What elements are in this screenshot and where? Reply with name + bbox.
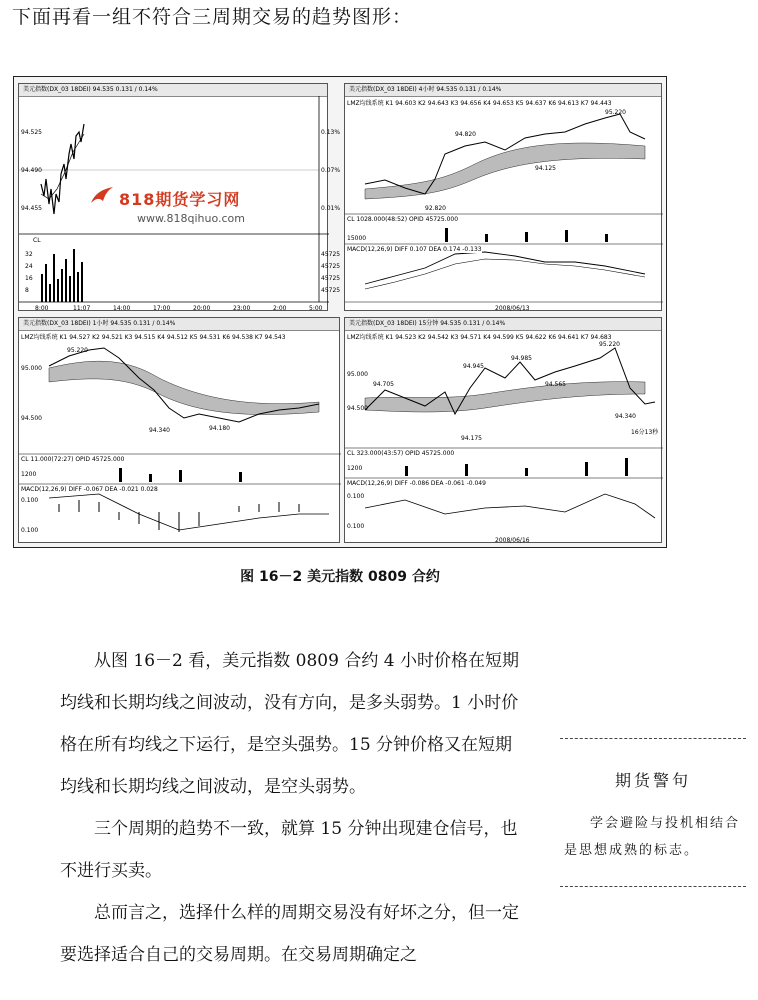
price-tick-1: 94.525 bbox=[21, 129, 42, 136]
annotation-high: 95.220 bbox=[67, 347, 88, 354]
date-label: 2008/06/13 bbox=[495, 305, 530, 312]
side-label: 16分13秒 bbox=[631, 429, 659, 436]
ma-readout: LMZ均线系统 K1 94.527 K2 94.521 K3 94.515 K4 94.512 K5 94.531 K6 94.538 K7 94.543 bbox=[21, 334, 286, 341]
paragraph-1: 从图 16－2 看，美元指数 0809 合约 4 小时价格在短期均线和长期均线之间波动，没有方向，是多头弱势。1 小时价格在所有均线之下运行，是空头强势。15 分钟价格又在短期均线和长期均线之间波动，是空头弱势。 bbox=[60, 651, 519, 797]
cl-tick: 15000 bbox=[347, 235, 367, 242]
price-tick-2: 94.500 bbox=[347, 405, 368, 412]
macd-signal-4h bbox=[365, 259, 645, 289]
panel-header: 美元指数(DX_03 18DEI) 4小时 94.535 0.131 / 0.14% bbox=[345, 84, 661, 97]
macd-line-4h bbox=[365, 252, 645, 284]
panel-header: 美元指数(DX_03 18DEI) 94.535 0.131 / 0.14% bbox=[19, 84, 327, 97]
vol-tick-2: 24 bbox=[25, 263, 33, 270]
body-text bbox=[60, 640, 522, 976]
time-tick-1: 8:00 bbox=[35, 305, 49, 312]
macd-tick-1: 0.100 bbox=[21, 497, 39, 504]
watermark bbox=[119, 187, 245, 225]
cl-readout: CL 11.000(72:27) OPID 45725.000 bbox=[21, 456, 125, 463]
watermark-title: 818期货学习网 bbox=[119, 190, 241, 209]
price-tick-2: 94.500 bbox=[21, 415, 42, 422]
cl-readout: CL 1028.000(48:52) OPID 45725.000 bbox=[347, 216, 459, 223]
cl-bars-4h bbox=[445, 228, 608, 242]
ma-band bbox=[49, 361, 319, 414]
annotation-high: 95.220 bbox=[599, 341, 620, 348]
macd-line-1h bbox=[49, 494, 329, 530]
4hour-chart-svg bbox=[345, 84, 663, 312]
cl-bars-15m bbox=[405, 458, 628, 476]
paragraph-3: 总而言之，选择什么样的周期交易没有好坏之分，但一定要选择适合自己的交易周期。在交易周期确定之 bbox=[60, 903, 519, 965]
annotation-low-1: 94.340 bbox=[149, 427, 170, 434]
panel-header: 美元指数(DX_03 18DEI) 1小时 94.535 0.131 / 0.14% bbox=[19, 318, 339, 331]
annotation-high: 95.220 bbox=[605, 109, 626, 116]
pct-tick-2: 0.07% bbox=[321, 167, 341, 174]
ma-band bbox=[365, 382, 645, 412]
sidebar-quote: 学会避险与投机相结合是思想成熟的标志。 bbox=[564, 816, 741, 858]
intraday-price-line bbox=[41, 124, 84, 214]
time-tick-6: 23:00 bbox=[233, 305, 251, 312]
sidebar-divider-top bbox=[560, 738, 746, 739]
annotation-3: 94.705 bbox=[373, 381, 394, 388]
pct-tick-1: 0.13% bbox=[321, 129, 341, 136]
macd-readout: MACD(12,26,9) DIFF 0.107 DEA 0.174 -0.133 bbox=[347, 246, 482, 253]
sidebar-title: 期货警句 bbox=[614, 771, 691, 790]
flame-logo-icon bbox=[89, 185, 115, 205]
pct-tick-3: 0.01% bbox=[321, 205, 341, 212]
price-tick-1: 95.000 bbox=[347, 371, 368, 378]
figure-caption: 图 16－2 美元指数 0809 合约 bbox=[240, 569, 440, 585]
time-tick-4: 17:00 bbox=[153, 305, 171, 312]
macd-readout: MACD(12,26,9) DIFF -0.086 DEA -0.061 -0.049 bbox=[347, 480, 486, 487]
sidebar-quote-box bbox=[560, 738, 746, 888]
time-tick-2: 11:07 bbox=[73, 305, 91, 312]
chart-panel-4hour bbox=[344, 83, 662, 311]
chart-panel-1hour bbox=[18, 317, 340, 543]
cl-tick: 1200 bbox=[21, 471, 37, 478]
cl-bars-1h bbox=[119, 468, 242, 482]
cl-tick: 1200 bbox=[347, 465, 363, 472]
oi-tick-3: 45725 bbox=[321, 275, 341, 282]
vol-label: CL bbox=[33, 237, 41, 244]
panel-header: 美元指数(DX_03 18DEI) 15分钟 94.535 0.131 / 0.14% bbox=[345, 318, 661, 331]
annotation-1: 94.820 bbox=[455, 131, 476, 138]
paragraph-2: 三个周期的趋势不一致，就算 15 分钟出现建仓信号，也不进行买卖。 bbox=[60, 819, 518, 881]
oi-tick-4: 45725 bbox=[321, 287, 341, 294]
macd-readout: MACD(12,26,9) DIFF -0.067 DEA -0.021 0.028 bbox=[21, 486, 158, 493]
oi-tick-2: 45725 bbox=[321, 263, 341, 270]
annotation-2: 94.985 bbox=[511, 355, 532, 362]
ma-readout: LMZ均线系统 K1 94.523 K2 94.542 K3 94.571 K4 94.599 K5 94.622 K6 94.641 K7 94.683 bbox=[347, 334, 612, 341]
price-tick-2: 94.490 bbox=[21, 167, 42, 174]
price-tick-1: 95.000 bbox=[21, 365, 42, 372]
chart-panel-15min bbox=[344, 317, 662, 543]
annotation-4: 94.565 bbox=[545, 381, 566, 388]
watermark-url: www.818qihuo.com bbox=[137, 212, 245, 225]
intro-text: 下面再看一组不符合三周期交易的趋势图形： bbox=[12, 6, 413, 28]
date-label: 2008/06/16 bbox=[495, 537, 530, 544]
ma-band bbox=[365, 143, 645, 199]
macd-tick-2: 0.100 bbox=[21, 527, 39, 534]
annotation-low-2: 94.180 bbox=[209, 425, 230, 432]
oi-tick-1: 45725 bbox=[321, 251, 341, 258]
chart-figure bbox=[13, 76, 667, 548]
vol-tick-4: 8 bbox=[25, 287, 29, 294]
annotation-5: 94.340 bbox=[615, 413, 636, 420]
vol-tick-3: 16 bbox=[25, 275, 33, 282]
annotation-low: 94.175 bbox=[461, 435, 482, 442]
price-tick-3: 94.455 bbox=[21, 205, 42, 212]
annotation-1: 94.945 bbox=[463, 363, 484, 370]
intraday-volume-bars bbox=[41, 249, 83, 302]
time-tick-7: 2:00 bbox=[273, 305, 287, 312]
macd-tick-2: 0.100 bbox=[347, 523, 365, 530]
sidebar-divider-bottom bbox=[560, 886, 746, 887]
annotation-low: 92.820 bbox=[425, 205, 446, 212]
macd-line-15m bbox=[365, 494, 655, 518]
macd-hist-1h bbox=[59, 500, 299, 532]
annotation-2: 94.125 bbox=[535, 165, 556, 172]
cl-readout: CL 323.000(43:57) OPID 45725.000 bbox=[347, 450, 455, 457]
ma-readout: LMZ均线系统 K1 94.603 K2 94.643 K3 94.656 K4 94.653 K5 94.637 K6 94.613 K7 94.443 bbox=[347, 100, 612, 107]
time-tick-3: 14:00 bbox=[113, 305, 131, 312]
macd-tick-1: 0.100 bbox=[347, 493, 365, 500]
1hour-chart-svg bbox=[19, 318, 341, 544]
time-tick-5: 20:00 bbox=[193, 305, 211, 312]
time-tick-8: 5:00 bbox=[309, 305, 323, 312]
vol-tick-1: 32 bbox=[25, 251, 33, 258]
15min-chart-svg bbox=[345, 318, 663, 544]
